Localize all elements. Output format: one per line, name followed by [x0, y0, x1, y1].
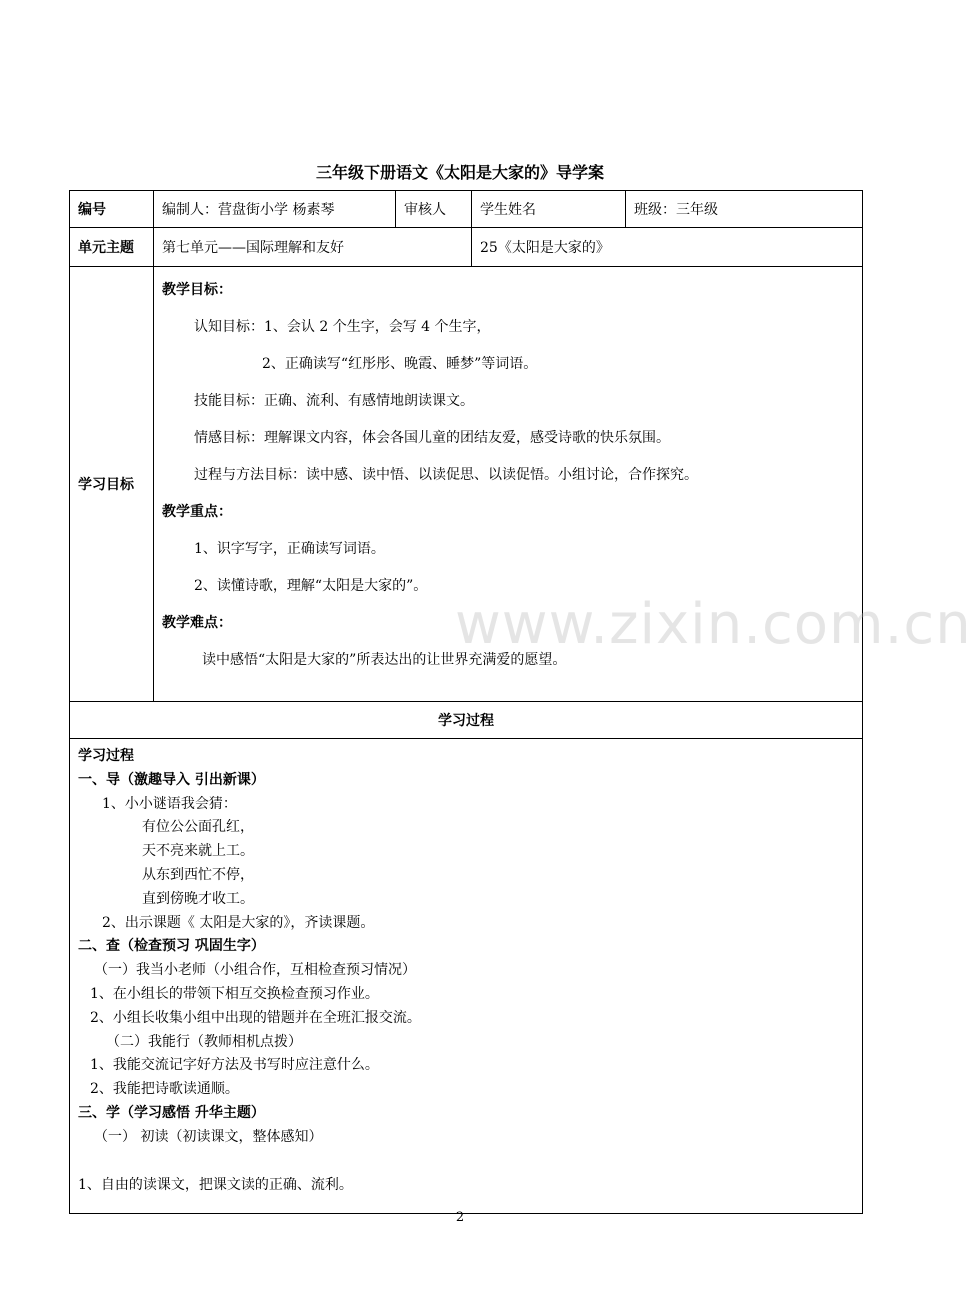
process-title-row [70, 702, 863, 739]
process-line: 1、在小组长的带领下相互交换检查预习作业。 [90, 985, 379, 1002]
process-line: 1、小小谜语我会猜： [102, 795, 237, 812]
goal-line: 技能目标：正确、流利、有感情地朗读课文。 [194, 393, 474, 409]
goals-row [70, 267, 863, 702]
process-title: 学习过程 [70, 702, 863, 739]
process-line: 2、出示课题《 太阳是大家的》，齐读课题。 [102, 914, 375, 931]
riddle-line: 从东到西忙不停， [142, 866, 254, 883]
unit-theme-label: 单元主题 [70, 228, 154, 267]
teaching-goals-heading: 教学目标： [162, 282, 232, 298]
riddle-line: 有位公公面孔红， [142, 819, 254, 836]
process-line: 1、我能交流记字好方法及书写时应注意什么。 [90, 1057, 379, 1074]
key-point-line: 1、识字写字，正确读写词语。 [194, 541, 385, 557]
unit-cell: 第七单元——国际理解和友好 [154, 228, 472, 267]
number-label: 编号 [70, 191, 154, 228]
header-row [70, 191, 863, 228]
goals-content-cell [154, 267, 863, 702]
process-line: 2、我能把诗歌读通顺。 [90, 1081, 239, 1098]
difficulty-heading: 教学难点： [162, 615, 232, 631]
class-cell: 班级：三年级 [626, 191, 863, 228]
process-line: 1、自由的读课文，把课文读的正确、流利。 [78, 1176, 353, 1193]
section-heading: 三、学（学习感悟 升华主题） [78, 1104, 265, 1121]
process-row [70, 739, 863, 1214]
lesson-cell: 25《太阳是大家的》 [472, 228, 863, 267]
document-title: 三年级下册语文《太阳是大家的》导学案 [315, 163, 604, 182]
goal-line: 认知目标：1、会认 2 个生字，会写 4 个生字， [194, 319, 491, 335]
difficulty-line: 读中感悟“太阳是大家的”所表达出的让世界充满爱的愿望。 [202, 652, 567, 668]
reviewer-cell: 审核人 [396, 191, 472, 228]
key-points-heading: 教学重点： [162, 504, 232, 520]
goal-line: 过程与方法目标：读中感、读中悟、以读促思、以读促悟。小组讨论，合作探究。 [194, 467, 698, 483]
process-line: （一） 初读（初读课文，整体感知） [94, 1128, 323, 1145]
riddle-line: 直到傍晚才收工。 [142, 890, 254, 907]
process-content-cell [70, 739, 863, 1214]
unit-row [70, 228, 863, 267]
key-point-line: 2、读懂诗歌，理解“太阳是大家的”。 [194, 578, 428, 594]
section-heading: 一、导（激趣导入 引出新课） [78, 771, 265, 788]
goal-line: 2、正确读写“红彤彤、晚霞、睡梦”等词语。 [262, 356, 538, 372]
goals-label: 学习目标 [70, 267, 154, 702]
watermark: www.zixin.com.cn [455, 592, 972, 657]
process-line: （二）我能行（教师相机点拨） [106, 1033, 302, 1050]
process-line: 2、小组长收集小组中出现的错题并在全班汇报交流。 [90, 1009, 421, 1026]
process-line: （一）我当小老师（小组合作，互相检查预习情况） [94, 962, 416, 979]
student-name-cell: 学生姓名 [472, 191, 626, 228]
process-heading: 学习过程 [78, 748, 134, 764]
page-number: 2 [455, 1210, 465, 1225]
lesson-plan-table [69, 190, 863, 1214]
section-heading: 二、查（检查预习 巩固生字） [78, 938, 265, 955]
riddle-line: 天不亮来就上工。 [142, 843, 254, 860]
editor-cell: 编制人：营盘街小学 杨素琴 [154, 191, 396, 228]
goal-line: 情感目标：理解课文内容，体会各国儿童的团结友爱，感受诗歌的快乐氛围。 [194, 430, 670, 446]
